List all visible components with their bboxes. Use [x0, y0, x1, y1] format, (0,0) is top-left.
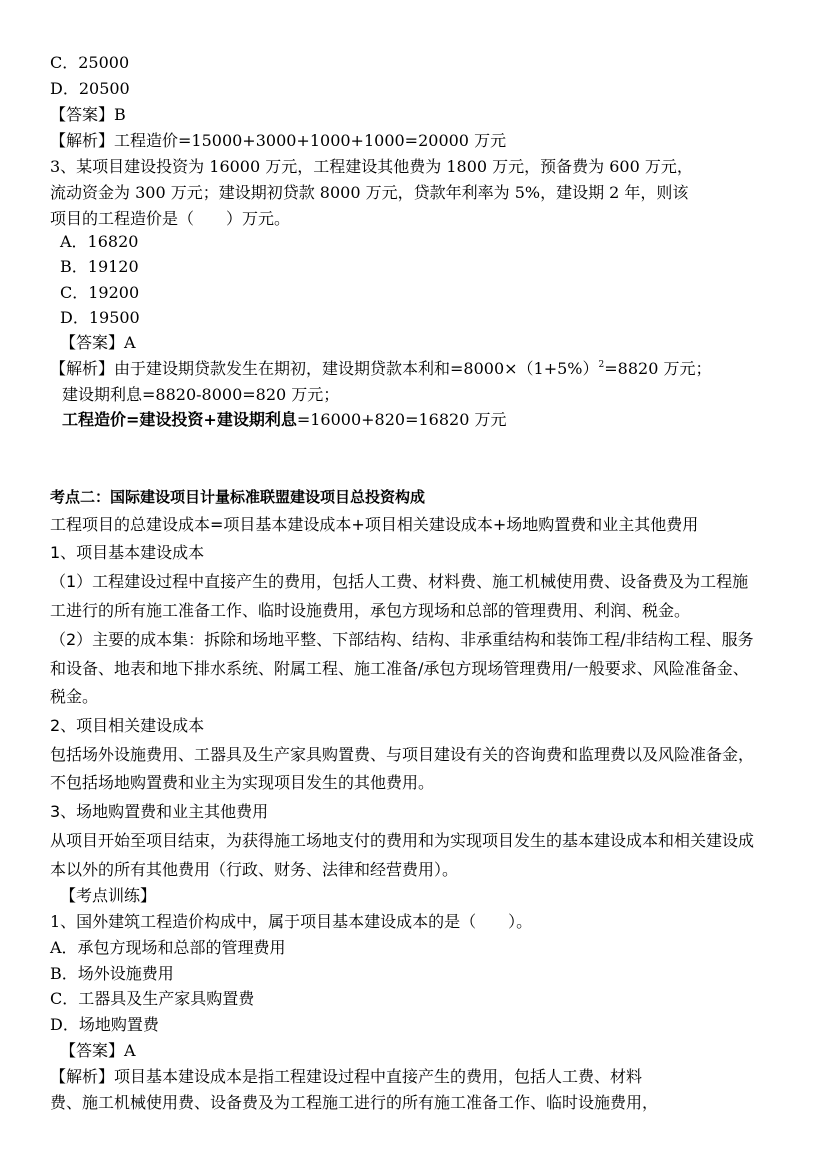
training-q1-option-c: C．工器具及生产家具购置费 — [50, 989, 255, 1008]
basic-cost-para-1-line-2: 工进行的所有施工准备工作、临时设施费用，承包方现场和总部的管理费用、利润、税金。 — [50, 601, 691, 620]
q2-answer: 【答案】B — [50, 105, 126, 124]
training-heading: 【考点训练】 — [60, 886, 157, 905]
training-q1-option-d: D．场地购置费 — [50, 1015, 159, 1034]
q3-analysis-line-3 — [62, 407, 506, 432]
q3-analysis-formula-value: =16000+820=16820 万元 — [296, 410, 507, 429]
section-title: 考点二：国际建设项目计量标准联盟建设项目总投资构成 — [50, 488, 426, 506]
q3-stem-line-1: 3、某项目建设投资为 16000 万元，工程建设其他费为 1800 万元，预备费为 600 万元， — [50, 157, 693, 176]
training-q1-option-b: B．场外设施费用 — [50, 964, 174, 983]
site-cost-line-2: 本以外的所有其他费用（行政、财务、法律和经营费用）。 — [50, 860, 459, 879]
q3-analysis-exponent: 2 — [598, 360, 605, 370]
q2-analysis: 【解析】工程造价=15000+3000+1000+1000=20000 万元 — [50, 131, 507, 150]
basic-cost-para-2-line-3: 税金。 — [50, 687, 99, 706]
subheading-related-cost: 2、项目相关建设成本 — [50, 716, 205, 735]
q3-answer: 【答案】A — [60, 333, 136, 352]
q3-analysis-line-1 — [50, 356, 711, 381]
q3-analysis-line-1-text: 【解析】由于建设期贷款发生在期初，建设期贷款本利和=8000×（1+5%） — [50, 359, 599, 378]
training-q1-answer: 【答案】A — [60, 1041, 136, 1060]
site-cost-line-1: 从项目开始至项目结束，为获得施工场地支付的费用和为实现项目发生的基本建设成本和相关建设成 — [50, 831, 755, 850]
q3-stem-line-3: 项目的工程造价是（ ）万元。 — [50, 209, 291, 228]
q3-analysis-line-1-result: =8820 万元； — [604, 359, 712, 378]
subheading-site-cost: 3、场地购置费和业主其他费用 — [50, 802, 269, 821]
basic-cost-para-1-line-1: （1）工程建设过程中直接产生的费用，包括人工费、材料费、施工机械使用费、设备费及为工程施 — [50, 572, 749, 591]
section-formula: 工程项目的总建设成本=项目基本建设成本+项目相关建设成本+场地购置费和业主其他费用 — [50, 515, 699, 534]
basic-cost-para-2-line-2: 和设备、地表和地下排水系统、附属工程、施工准备/承包方现场管理费用/一般要求、风险准备金、 — [50, 659, 749, 678]
q3-option-b: B．19120 — [60, 257, 139, 276]
q3-analysis-formula-bold: 工程造价=建设投资+建设期利息 — [62, 410, 297, 429]
q2-option-d: D．20500 — [50, 79, 130, 98]
q3-analysis-line-2: 建设期利息=8820-8000=820 万元； — [62, 385, 340, 404]
related-cost-line-2: 不包括场地购置费和业主为实现项目发生的其他费用。 — [50, 773, 435, 792]
subheading-basic-cost: 1、项目基本建设成本 — [50, 543, 205, 562]
training-q1-option-a: A．承包方现场和总部的管理费用 — [50, 938, 286, 957]
basic-cost-para-2-line-1: （2）主要的成本集：拆除和场地平整、下部结构、结构、非承重结构和装饰工程/非结构工程、服务 — [50, 630, 754, 649]
training-q1-analysis-line-2: 费、施工机械使用费、设备费及为工程施工进行的所有施工准备工作、临时设施费用， — [50, 1093, 659, 1112]
q3-option-c: C．19200 — [60, 283, 140, 302]
training-q1-stem: 1、国外建筑工程造价构成中，属于项目基本建设成本的是（ ）。 — [50, 912, 533, 931]
training-q1-analysis-line-1: 【解析】项目基本建设成本是指工程建设过程中直接产生的费用，包括人工费、材料 — [50, 1067, 643, 1086]
related-cost-line-1: 包括场外设施费用、工器具及生产家具购置费、与项目建设有关的咨询费和监理费以及风险准备金， — [50, 745, 755, 764]
q3-stem-line-2: 流动资金为 300 万元；建设期初贷款 8000 万元，贷款年利率为 5%，建设期 2 年，则该 — [50, 183, 689, 202]
q3-option-d: D．19500 — [60, 308, 140, 327]
q3-option-a: A．16820 — [60, 232, 139, 251]
q2-option-c: C．25000 — [50, 53, 130, 72]
